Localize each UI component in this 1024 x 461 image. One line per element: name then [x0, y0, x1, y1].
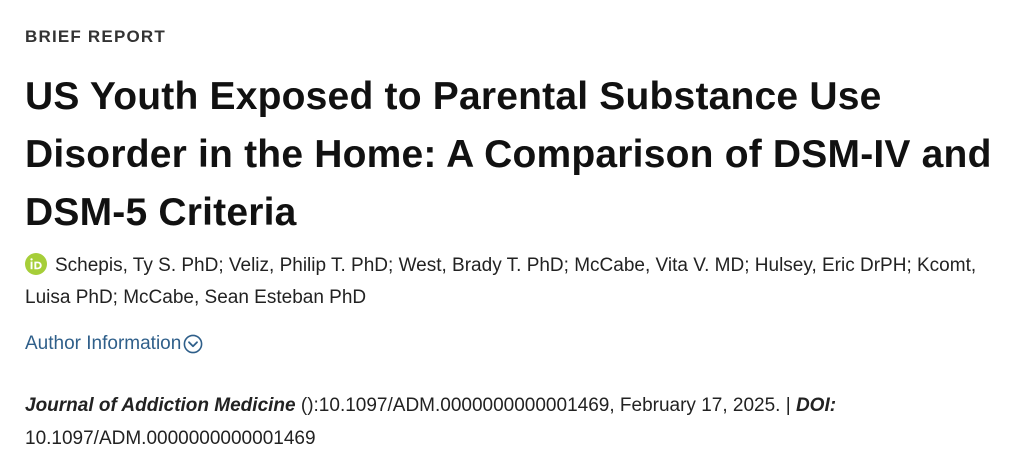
citation-separator: |: [780, 395, 796, 416]
author-list: [25, 250, 1000, 314]
citation-block: [25, 389, 1000, 455]
article-title: US Youth Exposed to Parental Substance Use Disorder in the Home: A Comparison of DSM-IV and DSM-5 Criteria: [25, 75, 992, 234]
citation-details: ():10.1097/ADM.0000000000001469, February 17, 2025.: [295, 395, 781, 416]
orcid-icon[interactable]: [25, 253, 47, 275]
chevron-down-circle-icon: [183, 334, 203, 354]
authors-text: Schepis, Ty S. PhD; Veliz, Philip T. PhD; West, Brady T. PhD; McCabe, Vita V. MD; Hulsey, Eric DrPH; Kcomt, Luisa PhD; McCabe, Sean Esteban PhD: [25, 255, 977, 308]
author-information-label: Author Information: [25, 333, 182, 354]
author-information-toggle[interactable]: [25, 333, 203, 355]
journal-name: Journal of Addiction Medicine: [25, 395, 296, 416]
article-type-label: BRIEF REPORT: [25, 27, 166, 46]
doi-value: 10.1097/ADM.0000000000001469: [25, 428, 316, 449]
doi-label: DOI:: [795, 395, 837, 416]
